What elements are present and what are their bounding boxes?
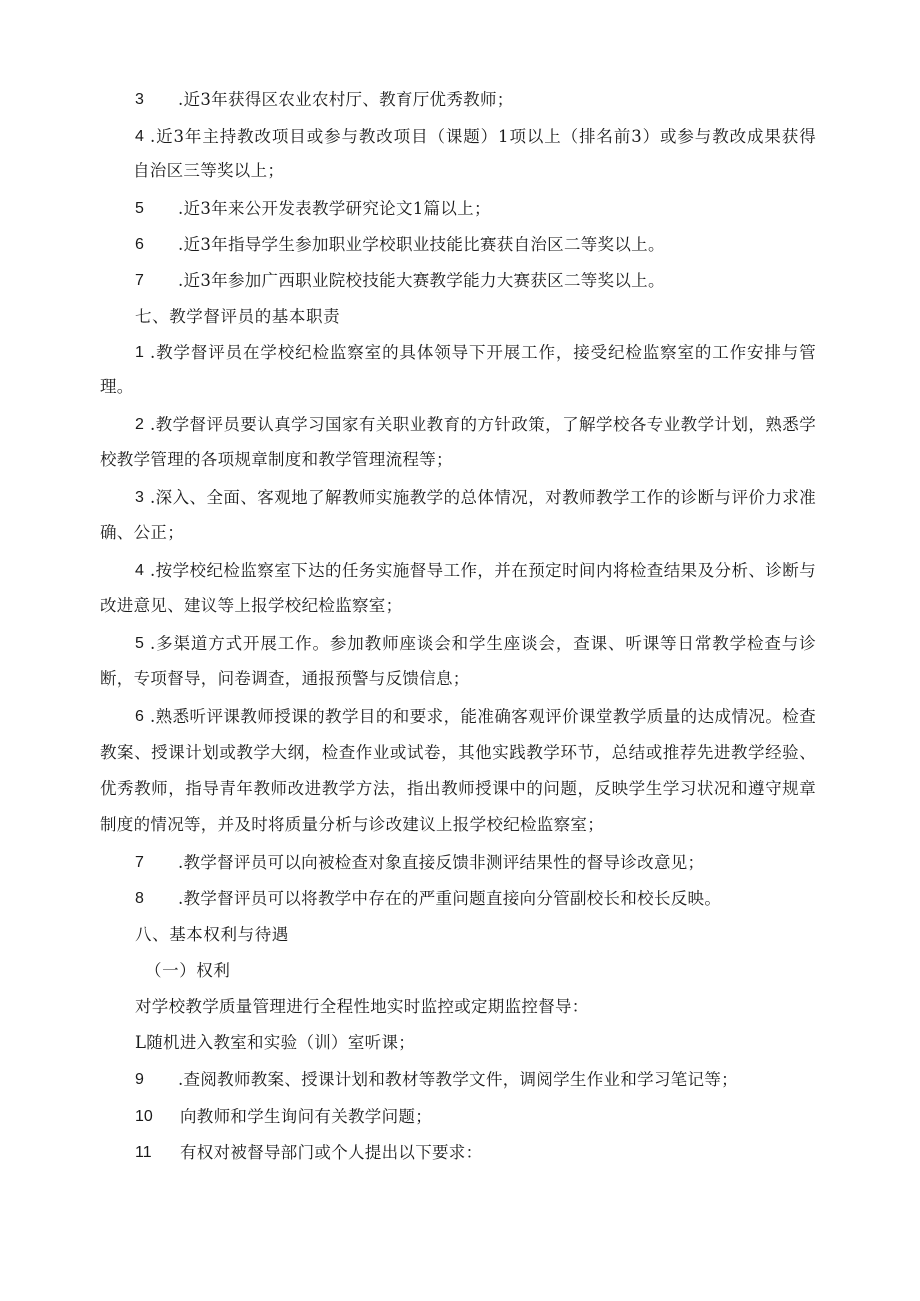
item-text: .教学督评员要认真学习国家有关职业教育的方针政策，了解学校各专业教学计划，熟悉学 [150,415,816,434]
item-text: 校教学管理的各项规章制度和教学管理流程等； [100,450,453,469]
item-text: 自治区三等奖以上； [133,161,285,180]
item-number: 6 [135,236,144,253]
list-item [0,1067,920,1093]
list-item [0,631,920,657]
list-item-continuation [0,374,920,400]
heading-text: 七、教学督评员的基本职责 [135,307,341,326]
item-text: .教学督评员可以将教学中存在的严重问题直接向分管副校长和校长反映。 [178,889,722,908]
item-text: .查阅教师教案、授课计划和教材等教学文件，调阅学生作业和学习笔记等； [178,1070,738,1089]
item-text: .近3年参加广西职业院校技能大赛教学能力大赛获区二等奖以上。 [178,271,665,290]
list-item [0,485,920,511]
item-number: 5 [135,200,144,217]
item-number: 7 [135,272,144,289]
item-number: 3 [135,489,144,506]
item-text: .近3年来公开发表教学研究论文1篇以上； [178,199,491,218]
item-text: .教学督评员在学校纪检监察室的具体领导下开展工作，接受纪检监察室的工作安排与管 [150,343,816,362]
list-item [0,268,920,294]
list-item-continuation [0,740,920,766]
paragraph-text: 对学校教学质量管理进行全程性地实时监控或定期监控督导： [135,997,589,1016]
list-item [0,340,920,366]
item-text: .教学督评员可以向被检查对象直接反馈非测评结果性的督导诊改意见； [178,853,705,872]
list-item-continuation [0,666,920,692]
item-text: 断，专项督导，问卷调查，通报预警与反馈信息； [100,669,470,688]
item-number: 10 [135,1108,153,1125]
list-item [0,196,920,222]
item-text: .按学校纪检监察室下达的任务实施督导工作，并在预定时间内将检查结果及分析、诊断与 [150,561,816,580]
item-number: 4 [135,562,144,579]
item-text: 确、公正； [100,523,184,542]
item-number: 6 [135,708,144,725]
list-item-continuation [0,776,920,802]
item-number: 5 [135,635,144,652]
item-text: 制度的情况等，并及时将质量分析与诊改建议上报学校纪检监察室； [100,815,604,834]
list-item-continuation [0,158,920,184]
list-item-continuation [0,812,920,838]
heading-text: 八、基本权利与待遇 [135,925,289,944]
item-number: 8 [135,890,144,907]
list-item-continuation [0,593,920,619]
item-number: 1 [135,344,144,361]
list-item [0,87,920,113]
item-number: 3 [135,91,144,108]
item-text: .近3年指导学生参加职业学校职业技能比赛获自治区二等奖以上。 [178,235,665,254]
item-text: L随机进入教室和实验（训）室听课； [135,1033,416,1052]
list-item [0,1030,920,1056]
subheading-text: （一）权利 [145,961,231,980]
item-number: 9 [135,1071,144,1088]
item-number: 11 [135,1144,152,1161]
item-text: 向教师和学生询问有关教学问题； [180,1107,432,1126]
list-item-continuation [0,520,920,546]
item-text: 改进意见、建议等上报学校纪检监察室； [100,596,403,615]
item-text: 教案、授课计划或教学大纲，检查作业或试卷，其他实践教学环节，总结或推荐先进教学经验、 [100,743,816,762]
item-number: 2 [135,416,144,433]
list-item [0,1104,920,1130]
list-item [0,1140,920,1166]
list-item [0,124,920,150]
section-heading [0,922,920,948]
list-item [0,232,920,258]
list-item [0,558,920,584]
section-heading [0,304,920,330]
item-text: .近3年主持教改项目或参与教改项目（课题）1项以上（排名前3）或参与教改成果获得 [150,127,816,146]
item-number: 7 [135,854,144,871]
list-item [0,850,920,876]
subsection-heading [0,958,920,984]
list-item [0,886,920,912]
item-text: 理。 [100,377,134,396]
list-item [0,704,920,730]
item-text: .多渠道方式开展工作。参加教师座谈会和学生座谈会，查课、听课等日常教学检查与诊 [150,634,816,653]
item-number: 4 [135,128,144,145]
item-text: 有权对被督导部门或个人提出以下要求： [180,1143,483,1162]
paragraph [0,994,920,1020]
item-text: .近3年获得区农业农村厅、教育厅优秀教师； [178,90,514,109]
item-text: .熟悉听评课教师授课的教学目的和要求，能准确客观评价课堂教学质量的达成情况。检查 [150,707,816,726]
list-item-continuation [0,447,920,473]
item-text: .深入、全面、客观地了解教师实施教学的总体情况，对教师教学工作的诊断与评价力求准 [150,488,816,507]
list-item [0,412,920,438]
item-text: 优秀教师，指导青年教师改进教学方法，指出教师授课中的问题，反映学生学习状况和遵守规章 [100,779,816,798]
